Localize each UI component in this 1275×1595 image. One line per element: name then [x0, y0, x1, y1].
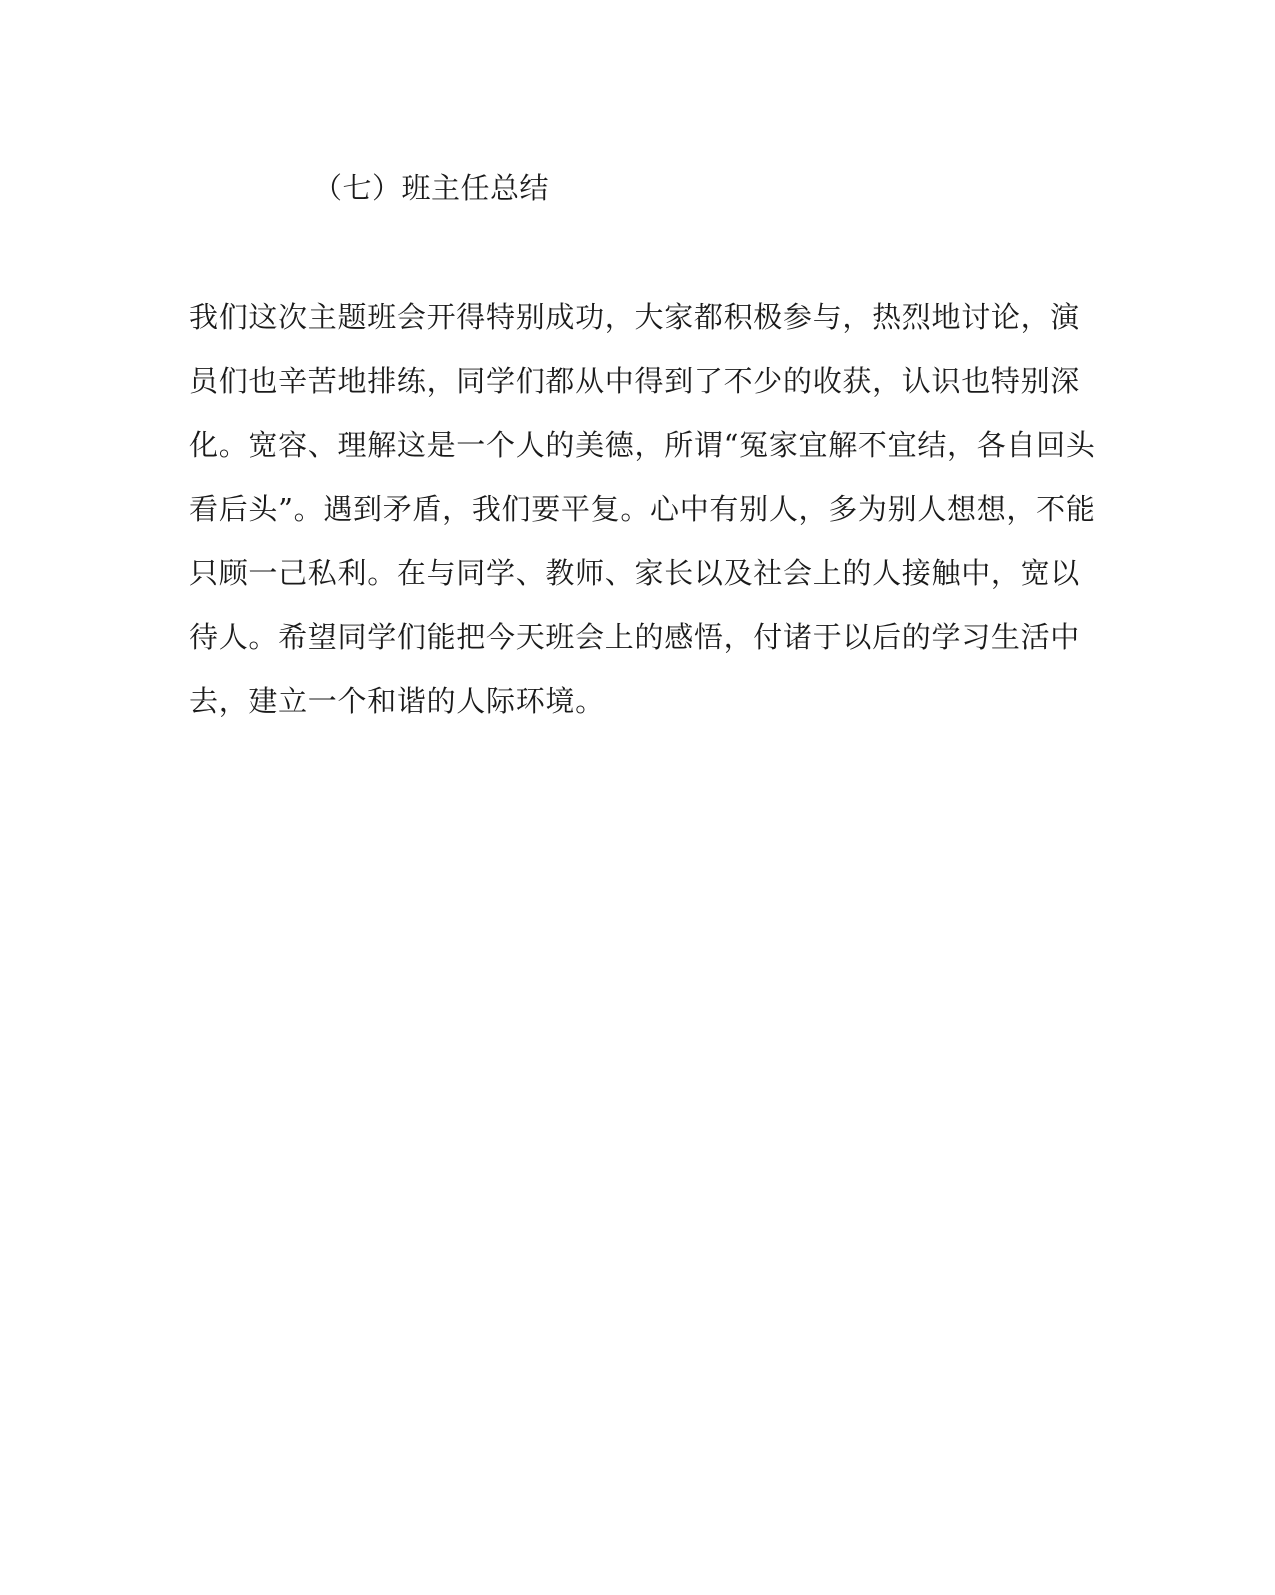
- paragraph-line: 看后头”。遇到矛盾，我们要平复。心中有别人，多为别人想想，不能: [189, 492, 1096, 526]
- paragraph-line: 去，建立一个和谐的人际环境。: [189, 684, 605, 718]
- section-heading: （七）班主任总结: [313, 171, 550, 205]
- paragraph-line: 员们也辛苦地排练，同学们都从中得到了不少的收获，认识也特别深: [189, 364, 1081, 398]
- paragraph-line: 我们这次主题班会开得特别成功，大家都积极参与，热烈地讨论，演: [189, 300, 1081, 334]
- summary-paragraph: [189, 293, 1096, 741]
- paragraph-line: 化。宽容、理解这是一个人的美德，所谓“冤家宜解不宜结，各自回头: [189, 428, 1096, 462]
- paragraph-line: 只顾一己私利。在与同学、教师、家长以及社会上的人接触中，宽以: [189, 556, 1081, 590]
- paragraph-line: 待人。希望同学们能把今天班会上的感悟，付诸于以后的学习生活中: [189, 620, 1081, 654]
